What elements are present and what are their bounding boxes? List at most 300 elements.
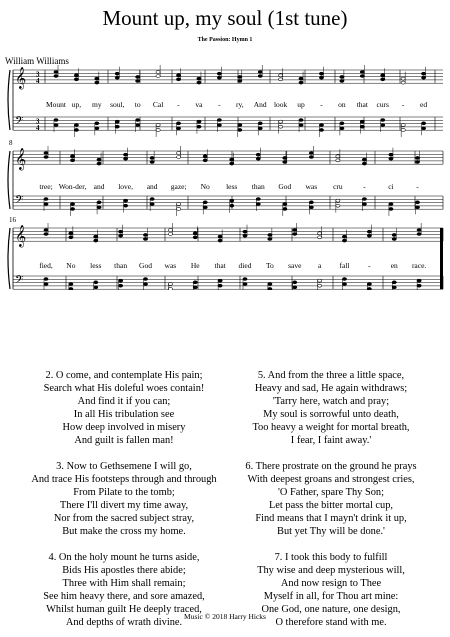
note-head (176, 78, 180, 81)
note-head (360, 71, 364, 74)
note-head (176, 74, 180, 77)
note-head (381, 78, 385, 81)
verse-line: One God, one nature, one design, (261, 604, 401, 616)
bass-clef: 𝄢 (15, 115, 24, 130)
note-head (342, 235, 346, 238)
note-head (417, 279, 421, 282)
note-head (44, 156, 48, 159)
note-head (340, 122, 344, 125)
note-head (94, 239, 98, 242)
lyric-syllable: - (218, 100, 221, 109)
note-head (119, 284, 123, 287)
note-head (168, 282, 172, 285)
note-head (268, 237, 272, 240)
note-head (360, 75, 364, 78)
lyric-syllable: No (200, 182, 210, 191)
note-head (168, 229, 172, 232)
verse-line: 6. There prostrate on the ground he prays (245, 461, 417, 472)
note-head (392, 286, 396, 289)
note-head (143, 278, 147, 281)
note-head (389, 157, 393, 160)
note-head (256, 157, 260, 160)
time-signature-top: 3 (36, 70, 40, 79)
note-head (203, 201, 207, 204)
verse-line: I fear, I faint away.' (290, 435, 372, 447)
note-head (362, 158, 366, 161)
note-head (124, 157, 128, 160)
note-head (177, 152, 181, 155)
lyric-syllable: cru (333, 182, 343, 191)
verse-line: With deepest groans and strongest cries, (247, 474, 415, 486)
treble-clef: 𝄞 (15, 225, 27, 247)
lyric-syllable: died (238, 261, 252, 270)
note-head (150, 203, 154, 206)
lyric-syllable: that (214, 261, 226, 270)
treble-clef: 𝄞 (15, 148, 27, 170)
note-head (124, 199, 128, 202)
lyric-syllable: my (92, 100, 102, 109)
note-head (299, 119, 303, 122)
note-head (54, 124, 58, 127)
note-head (362, 162, 366, 165)
note-head (136, 119, 140, 122)
verse-line: In all His tribulation see (73, 409, 175, 421)
note-head (293, 281, 297, 284)
note-head (336, 199, 340, 202)
note-head (279, 125, 283, 128)
note-head (340, 79, 344, 82)
note-head (238, 79, 242, 82)
note-head (381, 74, 385, 77)
verse-line: 2. O come, and contemplate His pain; (45, 370, 203, 381)
note-head (258, 71, 262, 74)
note-head (74, 123, 78, 126)
verse-line: Three with Him shall remain; (62, 578, 186, 590)
note-head (319, 76, 323, 79)
lyric-syllable: Cal (152, 100, 164, 109)
note-head (238, 123, 242, 126)
note-head (177, 156, 181, 159)
verse-line: 4. On the holy mount he turns aside, (48, 552, 200, 563)
note-head (279, 74, 283, 77)
verse-line: 'O Father, spare Thy Son; (277, 487, 385, 499)
note-head (95, 77, 99, 80)
treble-clef: 𝄞 (15, 67, 27, 89)
note-head (309, 152, 313, 155)
note-head (238, 128, 242, 131)
lyric-syllable: race. (411, 261, 427, 270)
lyric-syllable: - (320, 100, 323, 109)
note-head (268, 282, 272, 285)
note-head (299, 81, 303, 84)
lyric-syllable: less (226, 182, 238, 191)
note-head (415, 156, 419, 159)
verse-line: Nor from the sacred subject stray, (53, 513, 195, 525)
note-head (197, 120, 201, 123)
note-head (360, 120, 364, 123)
verse-stanza (18, 460, 230, 539)
lyric-syllable: and (146, 182, 158, 191)
lyric-syllable: than (114, 261, 128, 270)
verse-line: Find means that I mayn't drink it up, (255, 513, 407, 525)
verse-line: 5. And from the three a little space, (257, 370, 405, 381)
note-head (309, 201, 313, 204)
lyric-syllable: up (297, 100, 305, 109)
lyric-syllable: Won-der, (58, 182, 87, 191)
note-head (197, 125, 201, 128)
verse-stanza (225, 369, 437, 448)
note-head (74, 128, 78, 131)
note-head (381, 124, 385, 127)
note-head (193, 232, 197, 235)
verse-line: And find it if you can; (77, 396, 171, 408)
note-head (293, 229, 297, 232)
lyric-syllable: To (265, 261, 274, 270)
note-head (319, 72, 323, 75)
composer-name: William Williams (5, 56, 69, 66)
note-head (319, 123, 323, 126)
verse-line: And now resign to Thee (280, 578, 382, 590)
note-head (203, 155, 207, 158)
verse-line: Whilst human guilt He deeply traced, (46, 604, 202, 616)
note-head (389, 207, 393, 210)
lyric-syllable: - (401, 100, 405, 109)
note-head (44, 283, 48, 286)
note-head (124, 153, 128, 156)
note-head (150, 160, 154, 163)
note-head (143, 233, 147, 236)
lyric-syllable: to (134, 100, 141, 109)
verse-line: O therefore stand with me. (275, 617, 387, 629)
note-head (367, 282, 371, 285)
note-head (168, 233, 172, 236)
note-head (97, 158, 101, 161)
lyric-syllable: less (90, 261, 102, 270)
measure-number: 16 (9, 216, 16, 224)
note-head (74, 78, 78, 81)
note-head (336, 204, 340, 207)
verse-line: And depths of wrath divine. (65, 617, 183, 629)
note-head (197, 77, 201, 80)
verse-line: Search what His doleful woes contain! (43, 383, 205, 395)
verse-line: Let pass the bitter mortal cup, (268, 500, 394, 512)
note-head (401, 123, 405, 126)
note-head (115, 72, 119, 75)
note-head (97, 162, 101, 165)
note-head (44, 233, 48, 236)
verse-line: Heavy and sad, He again withdraws; (254, 383, 408, 395)
note-head (69, 236, 73, 239)
note-head (367, 287, 371, 290)
system-brace (8, 151, 10, 209)
note-head (119, 230, 123, 233)
note-head (258, 122, 262, 125)
note-head (203, 159, 207, 162)
verse-line: There I'll divert my time away, (59, 500, 189, 512)
note-head (44, 198, 48, 201)
lyric-syllable: fall (339, 261, 350, 270)
note-head (389, 153, 393, 156)
note-head (156, 128, 160, 131)
time-signature-top: 3 (36, 117, 40, 126)
note-head (417, 284, 421, 287)
time-signature-bottom: 4 (36, 77, 40, 85)
footer-copyright: Music © 2018 Harry Hicks (184, 612, 266, 621)
verse-line: But make the cross my home. (62, 526, 186, 538)
note-head (279, 120, 283, 123)
verse-line: Thy wise and deep mysterious will, (257, 565, 405, 577)
note-head (177, 202, 181, 205)
note-head (318, 232, 322, 235)
lyric-syllable: and (93, 182, 105, 191)
note-head (318, 279, 322, 282)
final-bar-line (440, 228, 443, 289)
note-head (421, 127, 425, 130)
note-head (218, 279, 222, 282)
lyric-syllable: on (338, 100, 346, 109)
note-head (150, 156, 154, 159)
note-head (392, 281, 396, 284)
bass-clef: 𝄢 (15, 274, 24, 289)
note-head (421, 76, 425, 79)
note-head (193, 286, 197, 289)
lyric-syllable: - (363, 182, 366, 191)
note-head (258, 75, 262, 78)
note-head (70, 155, 74, 158)
verse-line: 'Tarry here, watch and pray; (272, 396, 390, 408)
note-head (256, 198, 260, 201)
note-head (258, 127, 262, 130)
note-head (70, 202, 74, 205)
note-head (268, 233, 272, 236)
note-head (367, 230, 371, 233)
note-head (367, 234, 371, 237)
lyric-syllable: love, (118, 182, 133, 191)
note-head (97, 206, 101, 209)
lyric-syllable: gaze; (170, 182, 187, 191)
lyric-syllable: that (356, 100, 368, 109)
lyric-syllable: Mount (45, 100, 67, 109)
note-head (69, 287, 73, 290)
lyric-syllable: - (416, 182, 419, 191)
lyric-syllable: ci (388, 182, 394, 191)
note-head (336, 155, 340, 158)
note-head (299, 124, 303, 127)
note-head (283, 202, 287, 205)
note-head (417, 229, 421, 232)
note-head (381, 119, 385, 122)
lyric-syllable: en (390, 261, 398, 270)
lyric-syllable: No (66, 261, 76, 270)
lyric-syllable: tree; (39, 182, 53, 191)
note-head (421, 122, 425, 125)
system-brace (8, 228, 10, 289)
note-head (293, 286, 297, 289)
verse-line: Too heavy a weight for mortal breath, (252, 422, 410, 434)
note-head (279, 78, 283, 81)
note-head (362, 198, 366, 201)
note-head (243, 283, 247, 286)
note-head (70, 207, 74, 210)
note-head (94, 281, 98, 284)
note-head (69, 282, 73, 285)
note-head (293, 233, 297, 236)
note-head (177, 207, 181, 210)
note-head (230, 204, 234, 207)
note-head (136, 75, 140, 78)
note-head (95, 127, 99, 130)
verse-line: From Pilate to the tomb; (73, 487, 175, 499)
note-head (401, 77, 405, 80)
note-head (193, 236, 197, 239)
note-head (218, 239, 222, 242)
time-signature-bottom: 4 (36, 124, 40, 132)
note-head (401, 128, 405, 131)
note-head (95, 81, 99, 84)
lyric-syllable: God (278, 182, 292, 191)
note-head (95, 122, 99, 125)
lyric-syllable: save (288, 261, 302, 270)
note-head (415, 160, 419, 163)
note-head (336, 159, 340, 162)
note-head (136, 124, 140, 127)
note-head (94, 286, 98, 289)
note-head (392, 233, 396, 236)
note-head (217, 76, 221, 79)
note-head (44, 203, 48, 206)
note-head (389, 202, 393, 205)
note-head (256, 153, 260, 156)
lyric-syllable: was (164, 261, 177, 270)
verse-line: How deep involved in misery (62, 422, 186, 434)
note-head (156, 75, 160, 78)
verse-line: Myself in all, for Thou art mine: (263, 591, 399, 603)
note-head (44, 152, 48, 155)
page-title: Mount up, my soul (1st tune) (102, 6, 348, 30)
lyric-syllable: ed (420, 100, 428, 109)
note-head (230, 199, 234, 202)
lyric-syllable: ry, (235, 100, 244, 109)
verse-line: But yet Thy will be done.' (277, 526, 385, 538)
music-score (0, 60, 450, 290)
verse-line: Bids His apostles there abide; (62, 565, 186, 577)
note-head (119, 279, 123, 282)
note-head (218, 235, 222, 238)
note-head (342, 283, 346, 286)
lyric-syllable: curs (376, 100, 389, 109)
lyric-syllable: God (139, 261, 152, 270)
lyric-syllable: He (190, 261, 200, 270)
note-head (115, 76, 119, 79)
verse-stanza (18, 369, 230, 448)
verse-line: 3. Now to Gethsemene I will go, (56, 461, 192, 472)
note-head (238, 75, 242, 78)
verse-line: 7. I took this body to fulfill (274, 552, 388, 563)
lyric-syllable: than (251, 182, 265, 191)
note-head (54, 119, 58, 122)
note-head (342, 239, 346, 242)
note-head (230, 162, 234, 165)
note-head (342, 278, 346, 281)
note-head (283, 156, 287, 159)
verse-line: And guilt is fallen man! (74, 435, 174, 447)
measure-number: 8 (9, 139, 13, 147)
lyric-syllable: a (317, 261, 322, 270)
note-head (360, 125, 364, 128)
verse-line: See him heavy there, and sore amazed, (43, 591, 205, 603)
lyric-syllable: was (305, 182, 318, 191)
note-head (115, 120, 119, 123)
lyric-syllable: - (177, 100, 180, 109)
note-head (401, 81, 405, 84)
bass-clef: 𝄢 (15, 194, 24, 209)
note-head (54, 71, 58, 74)
note-head (340, 127, 344, 130)
note-head (119, 234, 123, 237)
note-head (415, 201, 419, 204)
note-head (54, 75, 58, 78)
note-head (94, 235, 98, 238)
lyric-syllable: look (273, 100, 288, 109)
note-head (243, 278, 247, 281)
verse-line: My soul is sorrowful unto death, (263, 409, 399, 421)
lyric-syllable: va (195, 100, 203, 109)
note-head (168, 287, 172, 290)
note-head (218, 284, 222, 287)
note-head (197, 81, 201, 84)
verse-line: And trace His footsteps through and through (31, 474, 217, 486)
note-head (136, 79, 140, 82)
note-head (283, 160, 287, 163)
note-head (243, 230, 247, 233)
note-head (217, 72, 221, 75)
note-head (74, 74, 78, 77)
note-head (417, 233, 421, 236)
note-head (230, 158, 234, 161)
note-head (309, 206, 313, 209)
note-head (299, 77, 303, 80)
note-head (318, 236, 322, 239)
note-head (318, 284, 322, 287)
note-head (124, 204, 128, 207)
note-head (283, 207, 287, 210)
page-subtitle: The Passion: Hymn 1 (197, 37, 253, 43)
lyric-syllable: up, (71, 100, 82, 109)
note-head (143, 237, 147, 240)
note-head (392, 237, 396, 240)
note-head (203, 206, 207, 209)
lyric-syllable: And (253, 100, 267, 109)
lyric-syllable: soul, (110, 100, 125, 109)
note-head (193, 281, 197, 284)
note-head (268, 287, 272, 290)
note-head (69, 232, 73, 235)
lyric-syllable: - (368, 261, 371, 270)
verse-stanza (225, 460, 437, 539)
system-brace (8, 70, 10, 130)
note-head (176, 122, 180, 125)
note-head (70, 159, 74, 162)
note-head (156, 123, 160, 126)
note-head (44, 229, 48, 232)
note-head (243, 234, 247, 237)
note-head (115, 125, 119, 128)
note-head (256, 203, 260, 206)
note-head (217, 124, 221, 127)
note-head (362, 203, 366, 206)
note-head (340, 75, 344, 78)
note-head (44, 278, 48, 281)
